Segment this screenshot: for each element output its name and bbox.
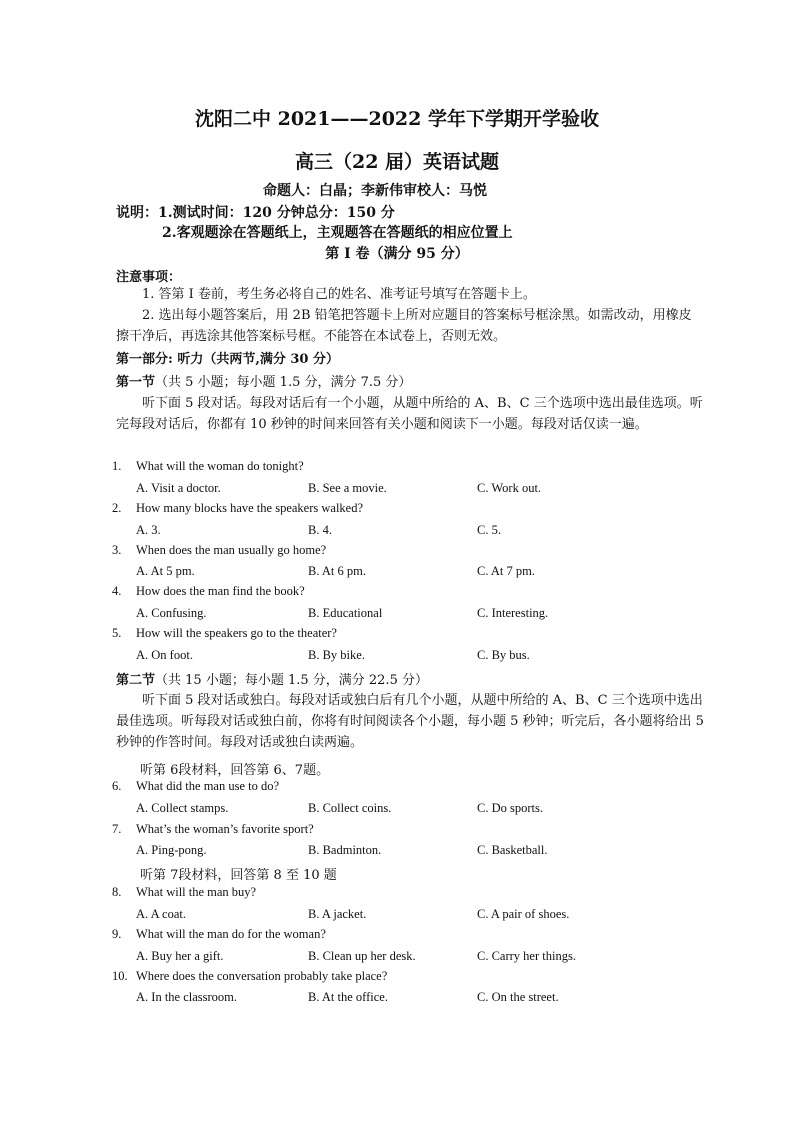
- option-a: A. Visit a doctor.: [136, 481, 221, 495]
- option-a: A. Confusing.: [136, 606, 207, 620]
- option-a: A. In the classroom.: [136, 990, 238, 1004]
- exam-subtitle: 高三（22 届）英语试题: [294, 151, 500, 173]
- question-text: Where does the conversation probably take place?: [136, 969, 388, 983]
- section1-heading: [116, 371, 411, 390]
- option-b: B. See a movie.: [308, 481, 387, 495]
- notice-item-1: 1. 答第 I 卷前，考生务必将自己的姓名、准考证号填写在答题卡上。: [142, 287, 536, 302]
- question-number: 10.: [112, 969, 128, 983]
- options-3: [136, 564, 716, 582]
- option-c: C. 5.: [477, 523, 501, 537]
- option-b: B. Clean up her desk.: [308, 949, 416, 963]
- option-a: A. Buy her a gift.: [136, 949, 224, 963]
- option-b: B. Collect coins.: [308, 801, 392, 815]
- instructions-line-2: 2.客观题涂在答题纸上，主观题答在答题纸的相应位置上: [162, 225, 513, 241]
- question-number: 4.: [112, 584, 122, 598]
- question-5: [112, 626, 337, 641]
- option-b: B. A jacket.: [308, 907, 367, 921]
- question-7: [112, 822, 314, 837]
- option-c: C. A pair of shoes.: [477, 907, 570, 921]
- notice-heading: 注意事项：: [116, 270, 182, 285]
- options-7: [136, 843, 716, 861]
- question-1: [112, 459, 304, 474]
- section1-title: 第一节: [116, 375, 156, 390]
- option-b: B. At 6 pm.: [308, 564, 366, 578]
- question-number: 9.: [112, 927, 122, 941]
- options-8: [136, 907, 716, 925]
- section2-info: （共 15 小题；每小题 1.5 分，满分 22.5 分）: [155, 673, 428, 688]
- question-text: How many blocks have the speakers walked?: [136, 501, 364, 515]
- question-9: [112, 927, 326, 942]
- question-text: What will the man do for the woman?: [136, 927, 326, 941]
- section2-title: 第二节: [116, 673, 156, 688]
- question-number: 8.: [112, 885, 122, 899]
- question-4: [112, 584, 305, 599]
- option-b: B. 4.: [308, 523, 332, 537]
- question-text: What’s the woman’s favorite sport?: [136, 822, 314, 836]
- instructions-line-1: 说明：1.测试时间：120 分钟总分：150 分: [116, 205, 395, 221]
- question-number: 3.: [112, 543, 122, 557]
- question-number: 7.: [112, 822, 122, 836]
- section1-info: （共 5 小题；每小题 1.5 分，满分 7.5 分）: [155, 375, 412, 390]
- material-6-instruction: 听第 6段材料，回答第 6、7题。: [140, 763, 330, 778]
- options-9: [136, 949, 716, 967]
- exam-title: 沈阳二中 2021——2022 学年下学期开学验收: [195, 108, 599, 130]
- option-a: A. 3.: [136, 523, 161, 537]
- question-number: 1.: [112, 459, 122, 473]
- options-5: [136, 648, 716, 666]
- options-10: [136, 990, 716, 1008]
- option-b: B. By bike.: [308, 648, 365, 662]
- option-c: C. Carry her things.: [477, 949, 576, 963]
- options-6: [136, 801, 716, 819]
- option-b: B. Educational: [308, 606, 383, 620]
- option-c: C. On the street.: [477, 990, 559, 1004]
- options-4: [136, 606, 716, 624]
- option-c: C. Basketball.: [477, 843, 548, 857]
- question-number: 2.: [112, 501, 122, 515]
- option-a: A. Ping-pong.: [136, 843, 207, 857]
- question-2: [112, 501, 363, 516]
- option-c: C. At 7 pm.: [477, 564, 535, 578]
- option-b: B. Badminton.: [308, 843, 382, 857]
- section2-heading: [116, 669, 428, 688]
- part1-heading: 第一部分: 听力（共两节,满分 30 分）: [116, 352, 339, 367]
- author-line: 命题人：白晶；李新伟审校人：马悦: [263, 183, 487, 199]
- question-number: 5.: [112, 626, 122, 640]
- option-a: A. A coat.: [136, 907, 186, 921]
- question-6: [112, 779, 279, 794]
- notice-item-2: 2. 选出每小题答案后，用 2B 铅笔把答题卡上所对应题目的答案标号框涂黑。如需改动，用橡皮擦干净后，再选涂其他答案标号框。不能答在本试卷上，否则无效。: [116, 308, 692, 344]
- option-a: A. On foot.: [136, 648, 193, 662]
- question-text: What will the woman do tonight?: [136, 459, 304, 473]
- section2-instructions: 听下面 5 段对话或独白。每段对话或独白后有几个小题，从题中所给的 A、B、C 三个选项中选出最佳选项。听每段对话或独白前，你将有时间阅读各个小题，每小题 5 秒钟；听完后，各小题将给出 5 秒钟的作答时间。每段对话或独白读两遍。: [116, 693, 704, 750]
- options-2: [136, 523, 716, 541]
- options-1: [136, 481, 716, 499]
- question-8: [112, 885, 256, 900]
- question-text: When does the man usually go home?: [136, 543, 327, 557]
- material-7-instruction: 听第 7段材料，回答第 8 至 10 题: [140, 868, 337, 883]
- volume-heading: 第 I 卷（满分 95 分）: [325, 246, 469, 262]
- question-text: What did the man use to do?: [136, 779, 280, 793]
- question-10: [112, 969, 387, 984]
- question-3: [112, 543, 326, 558]
- question-text: How will the speakers go to the theater?: [136, 626, 337, 640]
- question-text: How does the man find the book?: [136, 584, 305, 598]
- option-b: B. At the office.: [308, 990, 388, 1004]
- question-number: 6.: [112, 779, 122, 793]
- option-c: C. By bus.: [477, 648, 530, 662]
- question-text: What will the man buy?: [136, 885, 257, 899]
- option-c: C. Do sports.: [477, 801, 543, 815]
- section1-instructions: 听下面 5 段对话。每段对话后有一个小题，从题中所给的 A、B、C 三个选项中选出最佳选项。听完每段对话后，你都有 10 秒钟的时间来回答有关小题和阅读下一小题。每段对话仅读一遍。: [116, 396, 703, 432]
- option-c: C. Work out.: [477, 481, 542, 495]
- option-a: A. At 5 pm.: [136, 564, 195, 578]
- option-c: C. Interesting.: [477, 606, 549, 620]
- option-a: A. Collect stamps.: [136, 801, 229, 815]
